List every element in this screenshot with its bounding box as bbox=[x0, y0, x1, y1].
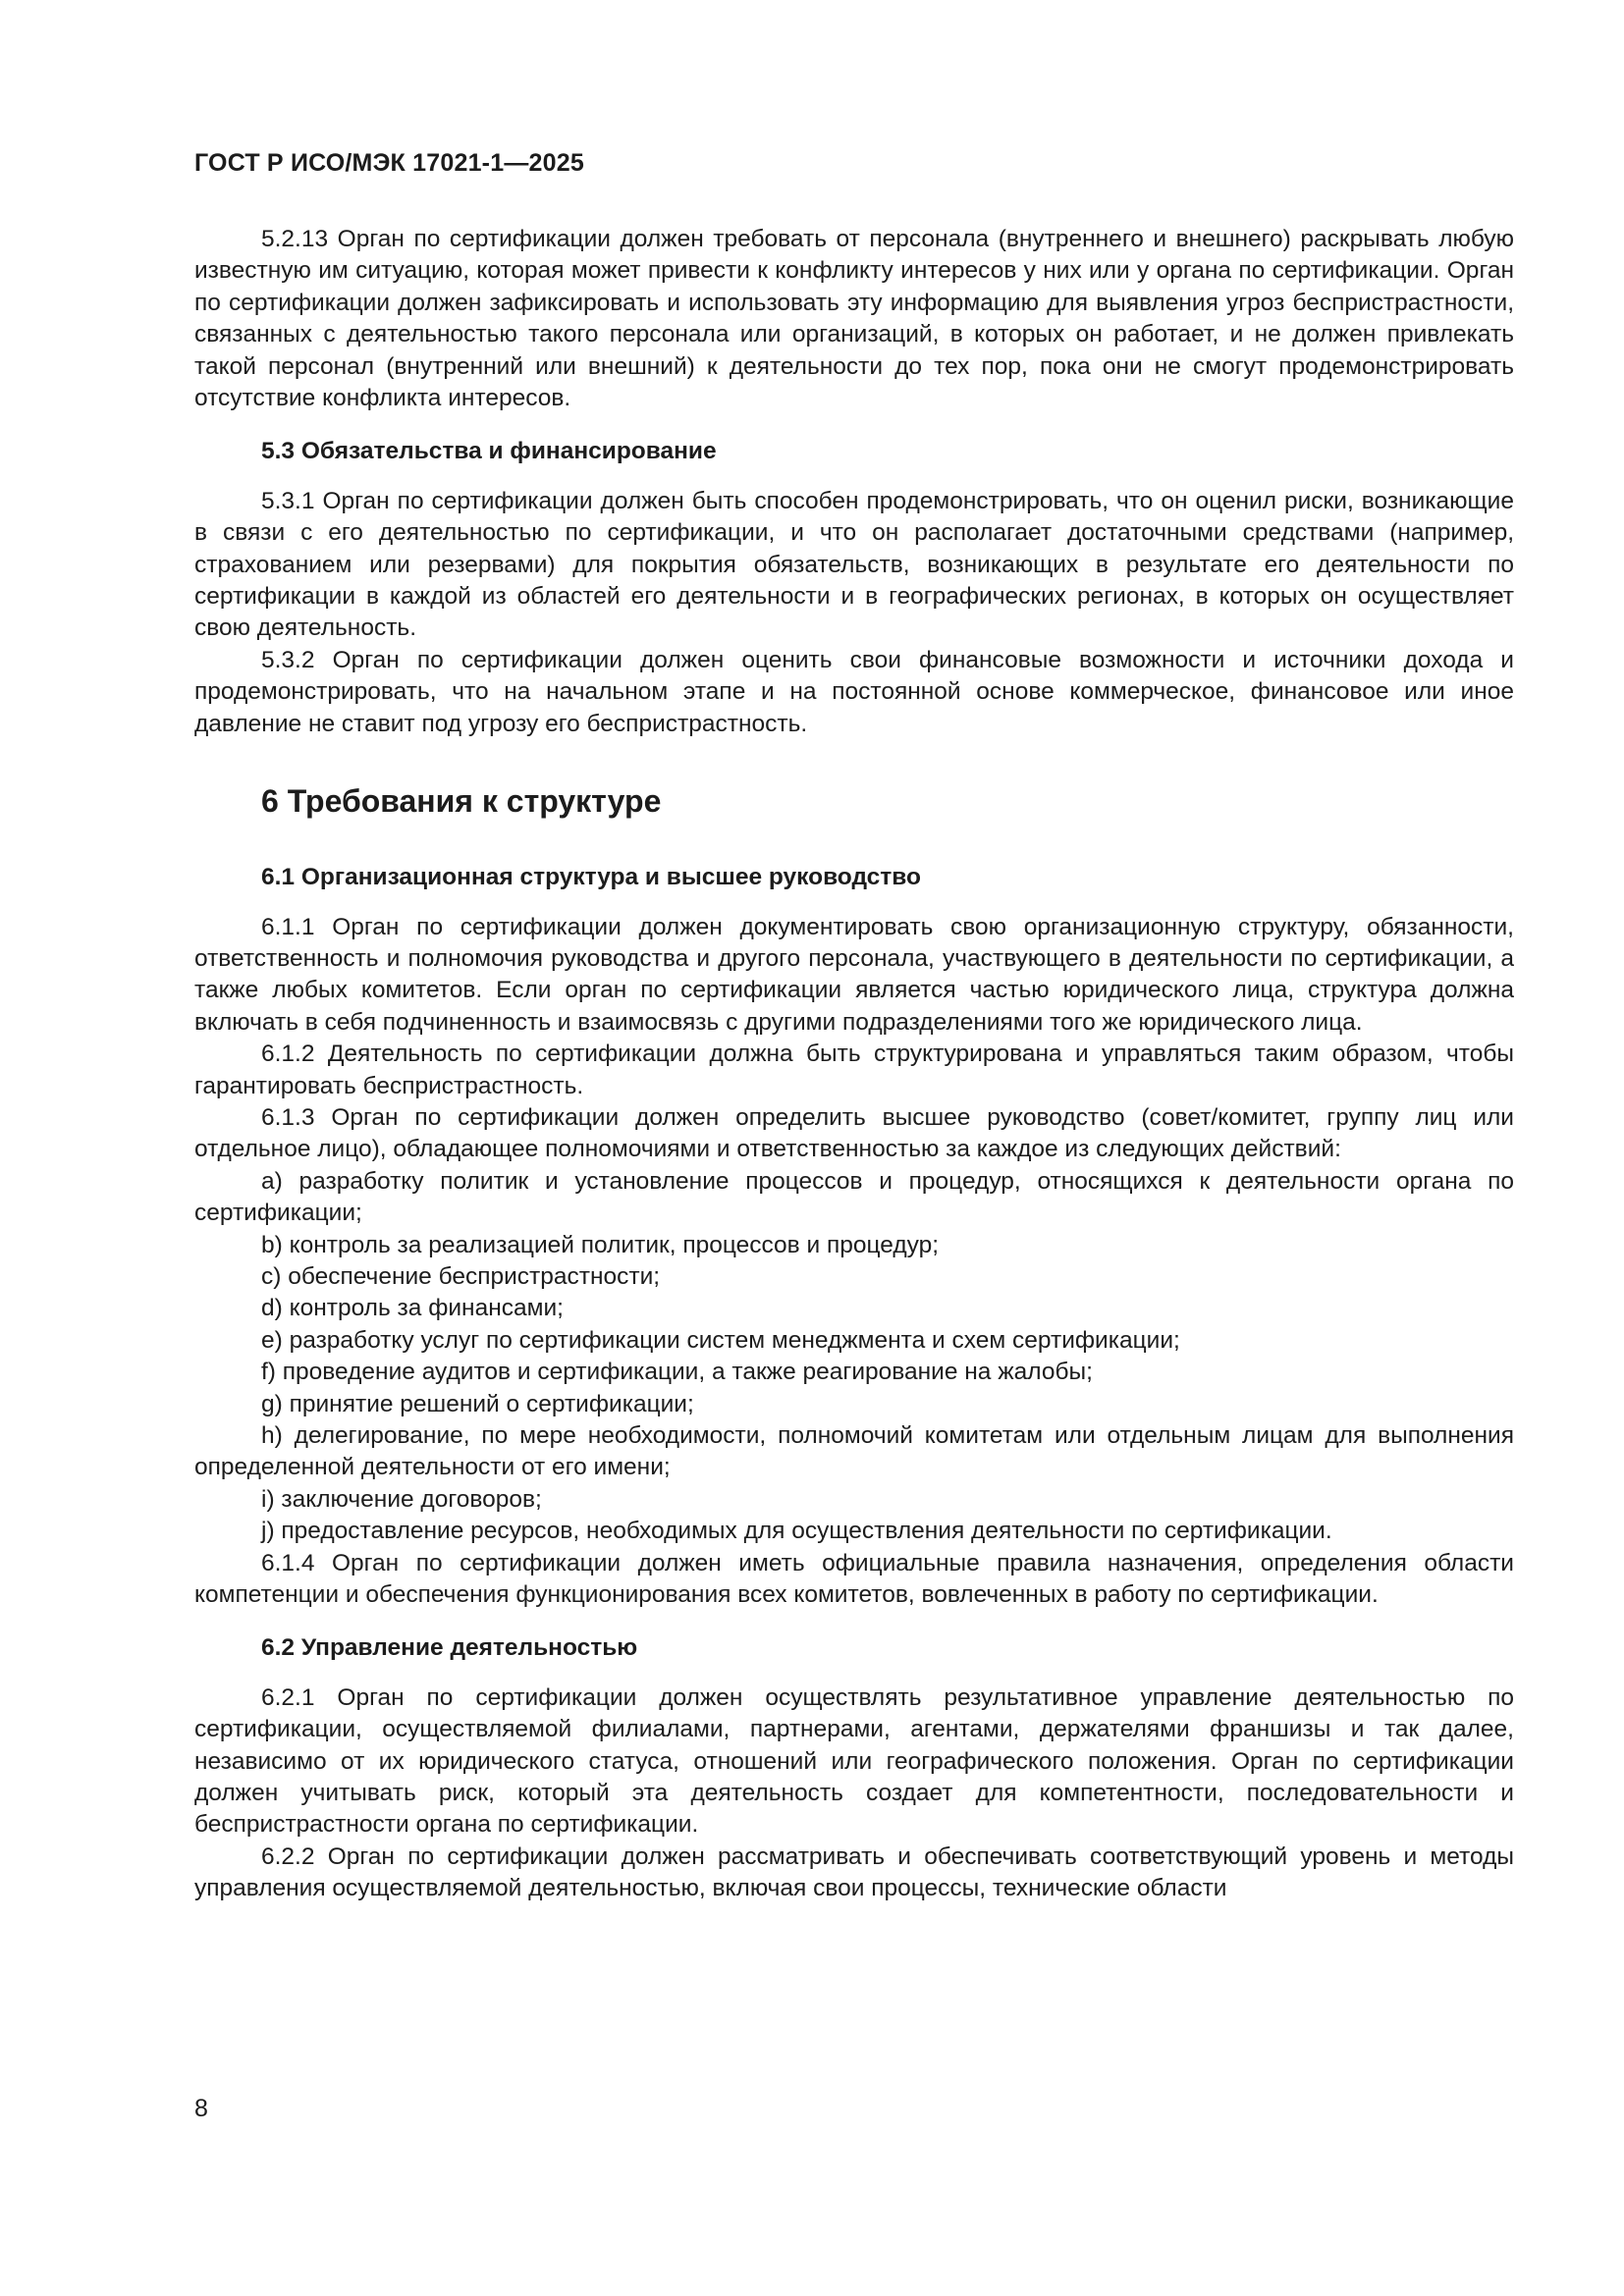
paragraph-6-1-2: 6.1.2 Деятельность по сертификации должна быть структурирована и управляться таким образом, чтобы гарантировать беспристрастность. bbox=[194, 1041, 1514, 1099]
paragraph-5-3-1: 5.3.1 Орган по сертификации должен быть способен продемонстрировать, что он оценил риски, возникающие в связи с его деятельностью по сертификации, и что он располагает достаточными средствами (например, страхованием или резервами) для покрытия обязательств, возникающих в результате его деятельности по сертификации в каждой из областей его деятельности и в географических регионах, в которых он осуществляет свою деятельность. bbox=[194, 487, 1514, 642]
list-item-a: a) разработку политик и установление процессов и процедур, относящихся к деятельности органа по сертификации; bbox=[194, 1167, 1514, 1227]
list-item-i: i) заключение договоров; bbox=[261, 1485, 542, 1513]
paragraph-6-2-2: 6.2.2 Орган по сертификации должен рассматривать и обеспечивать соответствующий уровень и методы управления осуществляемой деятельностью, включая свои процессы, технические области bbox=[194, 1842, 1514, 1902]
list-item-c: c) обеспечение беспристрастности; bbox=[261, 1262, 661, 1290]
list-item-b: b) контроль за реализацией политик, процессов и процедур; bbox=[261, 1231, 940, 1258]
list-item-j: j) предоставление ресурсов, необходимых для осуществления деятельности по сертификации. bbox=[261, 1518, 1332, 1545]
paragraph-6-1-1: 6.1.1 Орган по сертификации должен документировать свою организационную структуру, обязанности, ответственность и полномочия руководства и другого персонала, участвующего в деятельности по сертификации, а также любых комитетов. Если орган по сертификации является частью юридического лица, структура должна включать в себя подчиненность и взаимосвязь с другими подразделениями того же юридического лица. bbox=[194, 913, 1514, 1036]
list-item-h: h) делегирование, по мере необходимости, полномочий комитетам или отдельным лицам для выполнения определенной деятельности от его имени; bbox=[194, 1422, 1514, 1481]
paragraph-5-2-13: 5.2.13 Орган по сертификации должен требовать от персонала (внутреннего и внешнего) раскрывать любую известную им ситуацию, которая может привести к конфликту интересов у них или у органа по сертификации. Орган по сертификации должен зафиксировать и использовать эту информацию для выявления угроз беспристрастности, связанных с деятельностью такого персонала или организаций, в которых он работает, и не должен привлекать такой персонал (внутренний или внешний) к деятельности до тех пор, пока они не смогут продемонстрировать отсутствие конфликта интересов. bbox=[194, 226, 1514, 412]
list-item-g: g) принятие решений о сертификации; bbox=[261, 1390, 694, 1417]
paragraph-6-2-1: 6.2.1 Орган по сертификации должен осуществлять результативное управление деятельностью по сертификации, осуществляемой филиалами, партнерами, агентами, держателями франшизы и так далее, независимо от их юридического статуса, отношений или географического положения. Орган по сертификации должен учитывать риск, который эта деятельность создает для компетентности, последовательности и беспристрастности органа по сертификации. bbox=[194, 1683, 1514, 1839]
list-6-1-3 bbox=[194, 1166, 1514, 1548]
document-body bbox=[194, 224, 1514, 1905]
heading-5-3: 5.3 Обязательства и финансирование bbox=[261, 438, 717, 465]
paragraph-5-3-2: 5.3.2 Орган по сертификации должен оценить свои финансовые возможности и источники дохода и продемонстрировать, что на начальном этапе и на постоянной основе коммерческое, финансовое или иное давление не ставит под угрозу его беспристрастность. bbox=[194, 646, 1514, 737]
heading-6-1: 6.1 Организационная структура и высшее руководство bbox=[261, 864, 922, 891]
document-header: ГОСТ Р ИСО/МЭК 17021-1—2025 bbox=[194, 149, 584, 177]
paragraph-6-1-4: 6.1.4 Орган по сертификации должен иметь официальные правила назначения, определения области компетенции и обеспечения функционирования всех комитетов, вовлеченных в работу по сертификации. bbox=[194, 1549, 1514, 1609]
page-number: 8 bbox=[194, 2095, 208, 2122]
list-item-e: e) разработку услуг по сертификации систем менеджмента и схем сертификации; bbox=[261, 1326, 1180, 1354]
list-item-d: d) контроль за финансами; bbox=[261, 1295, 564, 1322]
heading-6: 6 Требования к структуре bbox=[261, 783, 662, 820]
heading-6-2: 6.2 Управление деятельностью bbox=[261, 1634, 638, 1662]
list-item-f: f) проведение аудитов и сертификации, а также реагирование на жалобы; bbox=[261, 1359, 1093, 1386]
paragraph-6-1-3: 6.1.3 Орган по сертификации должен определить высшее руководство (совет/комитет, группу лиц или отдельное лицо), обладающее полномочиями и ответственностью за каждое из следующих действий: bbox=[194, 1103, 1514, 1163]
